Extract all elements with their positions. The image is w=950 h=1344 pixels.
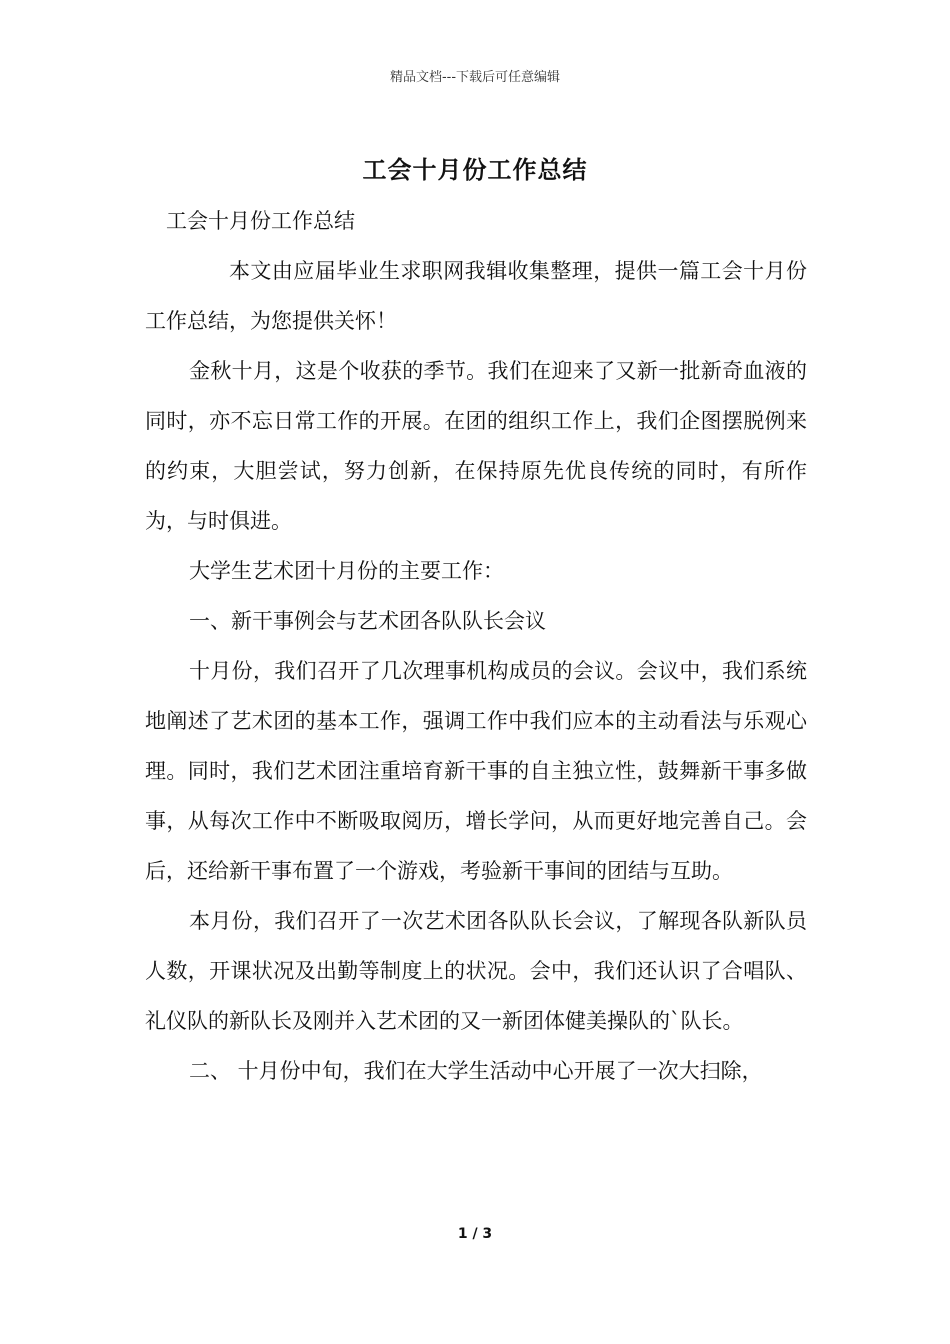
paragraph-autumn: 金秋十月，这是个收获的季节。我们在迎来了又新一批新奇血液的同时，亦不忘日常工作的开展。在团的组织工作上，我们企图摆脱例来的约束，大胆尝试，努力创新，在保持原先优良传统的同时，有所作为，与时俱进。 [145,359,807,533]
section-heading-two: 二、 十月份中旬，我们在大学生活动中心开展了一次大扫除， [189,1059,763,1083]
paragraph-intro: 本文由应届毕业生求职网我辑收集整理，提供一篇工会十月份工作总结，为您提供关怀！ [145,259,807,333]
document-body [145,196,807,1096]
section-heading-one: 一、新干事例会与艺术团各队队长会议 [189,609,546,633]
paragraph-main-work: 大学生艺术团十月份的主要工作： [189,559,504,583]
document-title: 工会十月份工作总结 [362,155,588,184]
document-subtitle: 工会十月份工作总结 [166,209,355,233]
paragraph-meetings: 十月份，我们召开了几次理事机构成员的会议。会议中，我们系统地阐述了艺术团的基本工作，强调工作中我们应本的主动看法与乐观心理。同时，我们艺术团注重培育新干事的自主独立性，鼓舞新干事多做事，从每次工作中不断吸取阅历，增长学问，从而更好地完善自己。会后，还给新干事布置了一个游戏，考验新干事间的团结与互助。 [145,659,807,883]
paragraph-captains-meeting: 本月份，我们召开了一次艺术团各队队长会议，了解现各队新队员人数，开课状况及出勤等制度上的状况。会中，我们还认识了合唱队、礼仪队的新队长及刚并入艺术团的又一新团体健美操队的`队长。 [145,909,807,1033]
page-number: 1 / 3 [457,1226,493,1242]
page-header-note: 精品文档---下载后可任意编辑 [389,70,561,85]
